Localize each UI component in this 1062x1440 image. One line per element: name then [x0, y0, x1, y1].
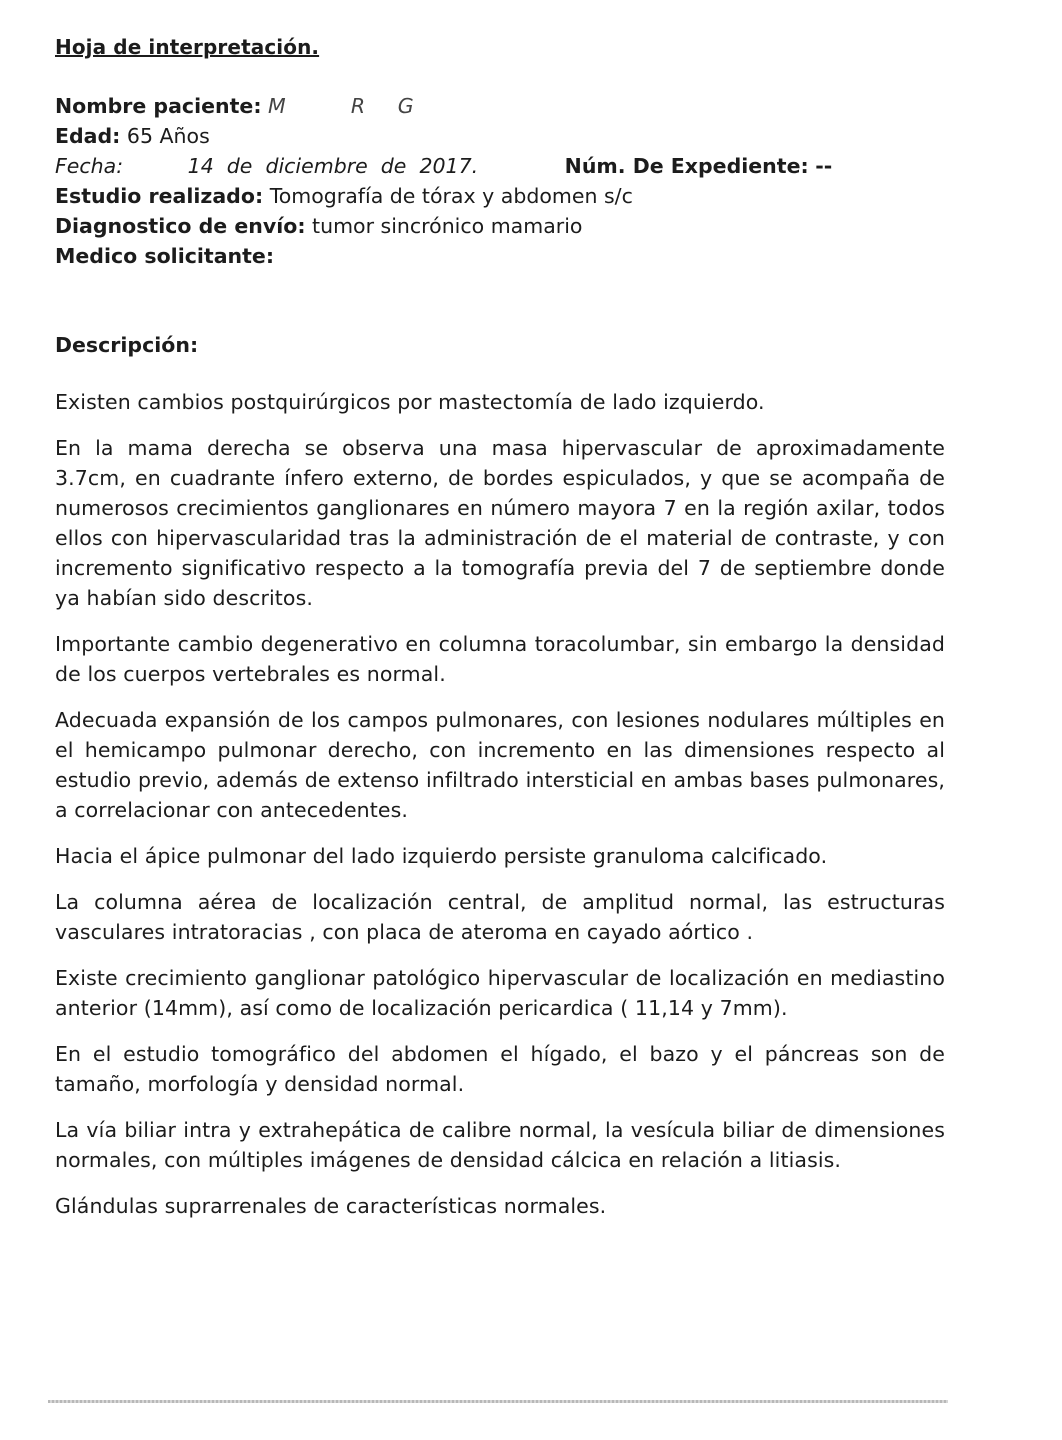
study-value: Tomografía de tórax y abdomen s/c: [269, 184, 633, 208]
paragraph-abdomen: En el estudio tomográfico del abdomen el hígado, el bazo y el páncreas son de tamaño, morfología y densidad normal.: [55, 1042, 945, 1096]
diagnosis-row: [55, 211, 945, 241]
patient-name-value: M R G: [268, 94, 414, 118]
date-row: [55, 151, 945, 181]
document-title: Hoja de interpretación.: [55, 35, 320, 59]
paragraph-biliary: La vía biliar intra y extrahepática de calibre normal, la vesícula biliar de dimensiones normales, con múltiples imágenes de densidad cálcica en relación a litiasis.: [55, 1118, 945, 1172]
physician-row: [55, 241, 945, 271]
document-page: [55, 30, 945, 1237]
age-label: Edad:: [55, 124, 121, 148]
date-label: Fecha:: [55, 154, 124, 178]
age-value: 65 Años: [126, 124, 210, 148]
paragraph-right-breast: En la mama derecha se observa una masa hipervascular de aproximadamente 3.7cm, en cuadrante ínfero externo, de bordes espiculados, y que se acompaña de numerosos crecimientos ganglionares en número mayora 7 en la región axilar, todos ellos con hipervascularidad tras la administración de el material de contraste, y con incremento significativo respecto a la tomografía previa del 7 de septiembre donde ya habían sido descritos.: [55, 436, 945, 610]
physician-label: Medico solicitante:: [55, 244, 275, 268]
paragraph-mediastinum: Existe crecimiento ganglionar patológico hipervascular de localización en mediastino anterior (14mm), así como de localización pericardica ( 11,14 y 7mm).: [55, 966, 945, 1020]
paragraph-lungs: Adecuada expansión de los campos pulmonares, con lesiones nodulares múltiples en el hemicampo pulmonar derecho, con incremento en las dimensiones respecto al estudio previo, además de extenso infiltrado intersticial en ambas bases pulmonares, a correlacionar con antecedentes.: [55, 708, 945, 822]
paragraph-spine: Importante cambio degenerativo en columna toracolumbar, sin embargo la densidad de los cuerpos vertebrales es normal.: [55, 632, 945, 686]
patient-name-row: [55, 91, 945, 121]
bottom-divider: [48, 1400, 948, 1403]
record-number-label: Núm. De Expediente:: [564, 154, 809, 178]
diagnosis-label: Diagnostico de envío:: [55, 214, 306, 238]
description-heading: Descripción:: [55, 333, 199, 357]
patient-name-label: Nombre paciente:: [55, 94, 262, 118]
paragraph-granuloma: Hacia el ápice pulmonar del lado izquierdo persiste granuloma calcificado.: [55, 844, 828, 868]
paragraph-adrenal: Glándulas suprarrenales de características normales.: [55, 1194, 607, 1218]
study-label: Estudio realizado:: [55, 184, 264, 208]
study-row: [55, 181, 945, 211]
paragraph-airway: La columna aérea de localización central, de amplitud normal, las estructuras vasculares intratoracias , con placa de ateroma en cayado aórtico .: [55, 890, 945, 944]
date-value: 14 de diciembre de 2017.: [187, 154, 479, 178]
record-number-value: --: [815, 154, 833, 178]
diagnosis-value: tumor sincrónico mamario: [312, 214, 583, 238]
paragraph-postsurgical: Existen cambios postquirúrgicos por mastectomía de lado izquierdo.: [55, 390, 765, 414]
age-row: [55, 121, 945, 151]
